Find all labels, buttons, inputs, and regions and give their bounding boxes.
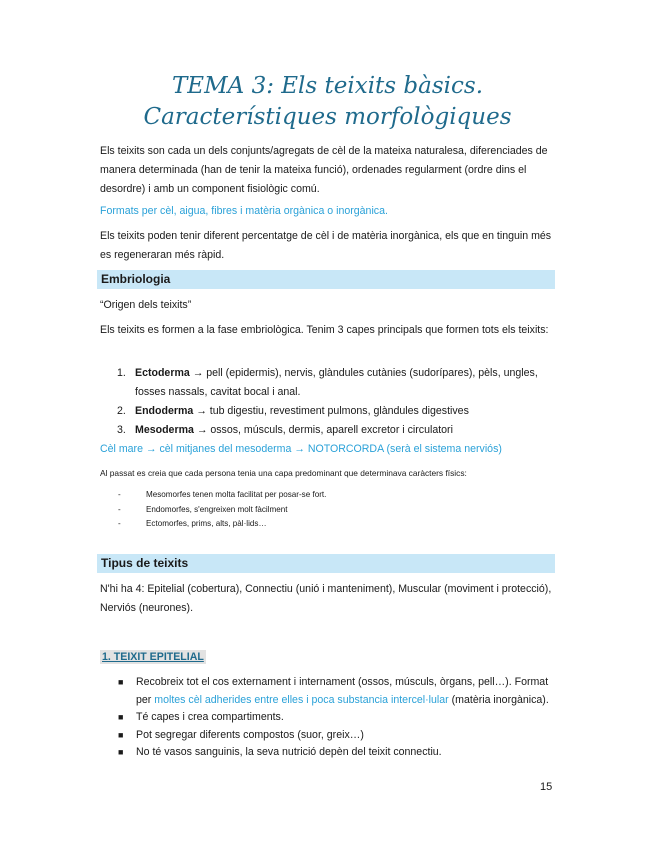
dash-marker: - — [118, 519, 121, 528]
list-item — [118, 488, 538, 503]
bullet-icon: ■ — [118, 729, 124, 740]
list-item — [118, 727, 558, 745]
bullet-icon: ■ — [118, 712, 124, 722]
embriologia-quote: “Origen dels teixits” — [100, 299, 192, 311]
list-item-text: No té vasos sanguinis, la seva nutrició depèn del teixit connectiu. — [136, 746, 442, 758]
bullet-icon: ■ — [118, 747, 124, 757]
tipus-paragraph: N'hi ha 4: Epitelial (cobertura), Connectiu (unió i manteniment), Muscular (moviment i protecció), Nerviós (neurones). — [100, 583, 552, 614]
list-item-text: Ectomorfes, prims, alts, pàl·lids… — [146, 519, 267, 528]
list-item-text: Mesomorfes tenen molta facilitat per posar-se fort. — [146, 490, 327, 499]
layer-name: Ectoderma — [135, 367, 190, 379]
section-heading-tipus: Tipus de teixits — [97, 554, 555, 573]
list-item-text: Recobreix tot el cos externament i internament (ossos, músculs, òrgans, pell…). Format per — [136, 676, 549, 706]
list-item-text: Té capes i crea compartiments. — [136, 711, 284, 723]
dash-marker: - — [118, 490, 121, 499]
body-types-list — [118, 488, 538, 532]
layer-description: → tub digestiu, revestiment pulmons, glàndules digestives — [193, 405, 469, 417]
list-item — [118, 744, 558, 762]
intro-highlight: Formats per cèl, aigua, fibres i matèria orgànica o inorgànica. — [100, 205, 388, 217]
list-item — [118, 674, 558, 709]
list-item — [100, 402, 560, 421]
embriologia-paragraph: Els teixits es formen a la fase embriològica. Tenim 3 capes principals que formen tots els teixits: — [100, 324, 549, 336]
list-item — [100, 364, 560, 402]
epitelial-bullets — [118, 674, 558, 762]
list-number: 1. — [117, 367, 126, 379]
list-item-highlight: moltes cèl adherides entre elles i poca substancia intercel·lular — [154, 693, 449, 706]
list-number: 2. — [117, 405, 126, 417]
list-item-text: (matèria inorgànica). — [448, 693, 549, 706]
list-item — [118, 709, 558, 727]
intro-paragraph: Els teixits son cada un dels conjunts/agregats de cèl de la mateixa naturalesa, diferenciades de manera determinada (han de tenir la mateixa funció), ordenades regularment (ordre dins el desordre) i amb un component fisiològic comú. — [100, 145, 548, 195]
layer-name: Mesoderma — [135, 424, 194, 436]
section-heading-embriologia: Embriologia — [97, 270, 555, 289]
list-item-text: Endomorfes, s'engreixen molt fàcilment — [146, 504, 288, 514]
list-item — [118, 517, 538, 532]
layer-description: → pell (epidermis), nervis, glàndules cutànies (sudorípares), pèls, ungles, fosses nassals, cavitat bocal i anal. — [135, 367, 538, 398]
list-number: 3. — [117, 424, 126, 436]
page-number: 15 — [540, 781, 553, 793]
embriologia-note: Al passat es creia que cada persona tenia una capa predominant que determinava caràcters físics: — [100, 468, 467, 478]
dash-marker: - — [118, 504, 121, 514]
germ-layers-list — [100, 364, 560, 440]
page-title-line-1: TEMA 3: Els teixits bàsics. — [171, 73, 484, 99]
page-title-line-2: Característiques morfològiques — [143, 104, 512, 130]
bullet-icon: ■ — [118, 677, 124, 687]
list-item-text: Pot segregar diferents compostos (suor, greix…) — [136, 728, 364, 741]
list-item — [100, 421, 560, 440]
layer-name: Endoderma — [135, 405, 194, 417]
layer-description: → ossos, músculs, dermis, aparell excretor i circulatori — [193, 424, 453, 436]
list-item — [118, 503, 538, 518]
embriologia-highlight: Cèl mare → cèl mitjanes del mesoderma → NOTORCORDA (serà el sistema nerviós) — [100, 443, 502, 455]
intro-paragraph-2: Els teixits poden tenir diferent percentatge de cèl i de matèria inorgànica, els que en tinguin més es regeneraran més ràpid. — [100, 230, 552, 261]
subsection-heading-epitelial: 1. TEIXIT EPITELIAL — [102, 651, 204, 663]
